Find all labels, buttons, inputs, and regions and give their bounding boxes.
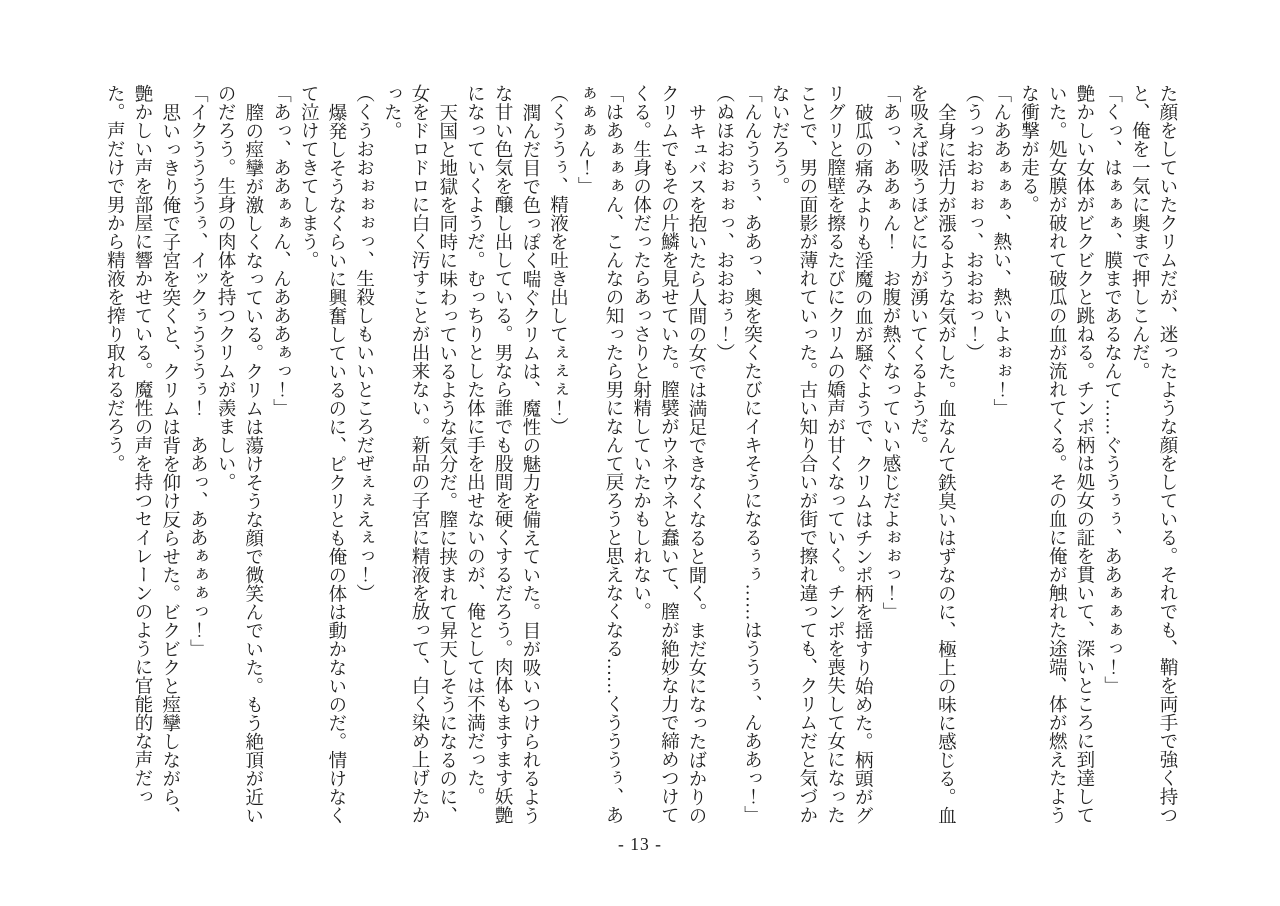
paragraph: た顔をしていたクリムだが、迷ったような顔をしている。それでも、鞘を両手で強く持つと、俺を一気に奥まで押しこんだ。 <box>1129 84 1177 824</box>
paragraph: （くううぅ、精液を吐き出してぇぇぇ！） <box>547 84 568 436</box>
paragraph: 天国と地獄を同時に味わっているような気分だ。膣に挟まれて昇天しそうになるのに、女をドロドロに白く汚すことが出来ない。新品の子宮に精液を放って、白く染め上げたかった。 <box>381 84 457 824</box>
paragraph: 「あっ、ああぁぁん、んあああぁっ！」 <box>270 84 291 417</box>
body-text <box>100 84 1180 826</box>
paragraph: 「んんううぅ、ああっ、奥を突くたびにイキそうになるぅぅ……はううぅ、んああっ！」 <box>741 84 762 824</box>
paragraph: （うっおおぉぉっ、おおおっ！） <box>963 84 984 362</box>
page-number: - 13 - <box>618 834 662 854</box>
paragraph: 爆発しそうなくらいに興奮しているのに、ピクリとも俺の体は動かないのだ。情けなくて泣けてきてしまう。 <box>298 84 346 824</box>
paragraph: サキュバスを抱いたら人間の女では満足できなくなると聞く。まだ女になったばかりのクリムでもその片鱗を見せていた。膣襞がウネウネと蠢いて、膣が絶妙な力で締めつけてくる。生身の体だったらあっさりと射精していたかもしれない。 <box>630 84 707 824</box>
paragraph: 「くっ、はぁぁぁ、膜まであるなんて……ぐううぅぅ、ああぁぁぁっ！」 <box>1101 84 1122 695</box>
paragraph: 「んああぁぁぁ、熱い、熱いよぉぉ！」 <box>990 84 1011 417</box>
paragraph: 思いっきり俺で子宮を突くと、クリムは背を仰け反らせた。ビクビクと痙攣しながら、艶かしい声を部屋に響かせている。魔性の声を持つセイレーンのように官能的な声だった。声だけで男から精液を搾り取れるだろう。 <box>104 84 180 824</box>
paragraph: 「はあぁぁぁん、こんなの知ったら男になんて戻ろうと思えなくなる……くうううぅ、あぁぁぁん！」 <box>575 84 623 824</box>
paragraph: 膣の痙攣が激しくなっている。クリムは蕩けそうな顔で微笑んでいた。もう絶頂が近いのだろう。生身の肉体を持つクリムが羨ましい。 <box>215 84 263 824</box>
paragraph: 「あっ、ああぁん！ お腹が熱くなっていい感じだよぉぉっ！」 <box>879 84 900 621</box>
paragraph: （ぬほおおぉぉっ、おおおぅ！） <box>713 84 734 362</box>
paragraph: 全身に活力が漲るような気がした。血なんて鉄臭いはずなのに、極上の味に感じる。血を吸えば吸うほどに力が湧いてくるようだ。 <box>907 84 956 824</box>
paragraph: 艶かしい女体がビクビクと跳ねる。チンポ柄は処女の証を貫いて、深いところに到達していた。処女膜が破れて破瓜の血が流れてくる。その血に俺が触れた途端、体が燃えたような衝撃が走る。 <box>1018 84 1094 824</box>
paragraph: 潤んだ目で色っぽく喘ぐクリムは、魔性の魅力を備えていた。目が吸いつけられるような甘い色気を醸し出している。男なら誰でも股間を硬くするだろう。肉体もますます妖艶になっていくようだ。むっちりとした体に手を出せないのが、俺としては不満だった。 <box>464 84 540 824</box>
paragraph: 「イクううううぅ、イックぅうううぅ！ ああっ、ああぁぁぁっ！」 <box>187 84 208 658</box>
paragraph: 破瓜の痛みよりも淫魔の血が騒ぐようで、クリムはチンポ柄を揺すり始めた。柄頭がグリグリと膣壁を擦るたびにクリムの嬌声が甘くなっていく。チンポを喪失して女になったことで、男の面影が薄れていった。古い知り合いが街で擦れ違っても、クリムだと気づかないだろう。 <box>769 84 873 824</box>
paragraph: （くうおおぉぉぉっ、生殺しもいいところだぜぇぇえぇっ！） <box>353 84 374 602</box>
